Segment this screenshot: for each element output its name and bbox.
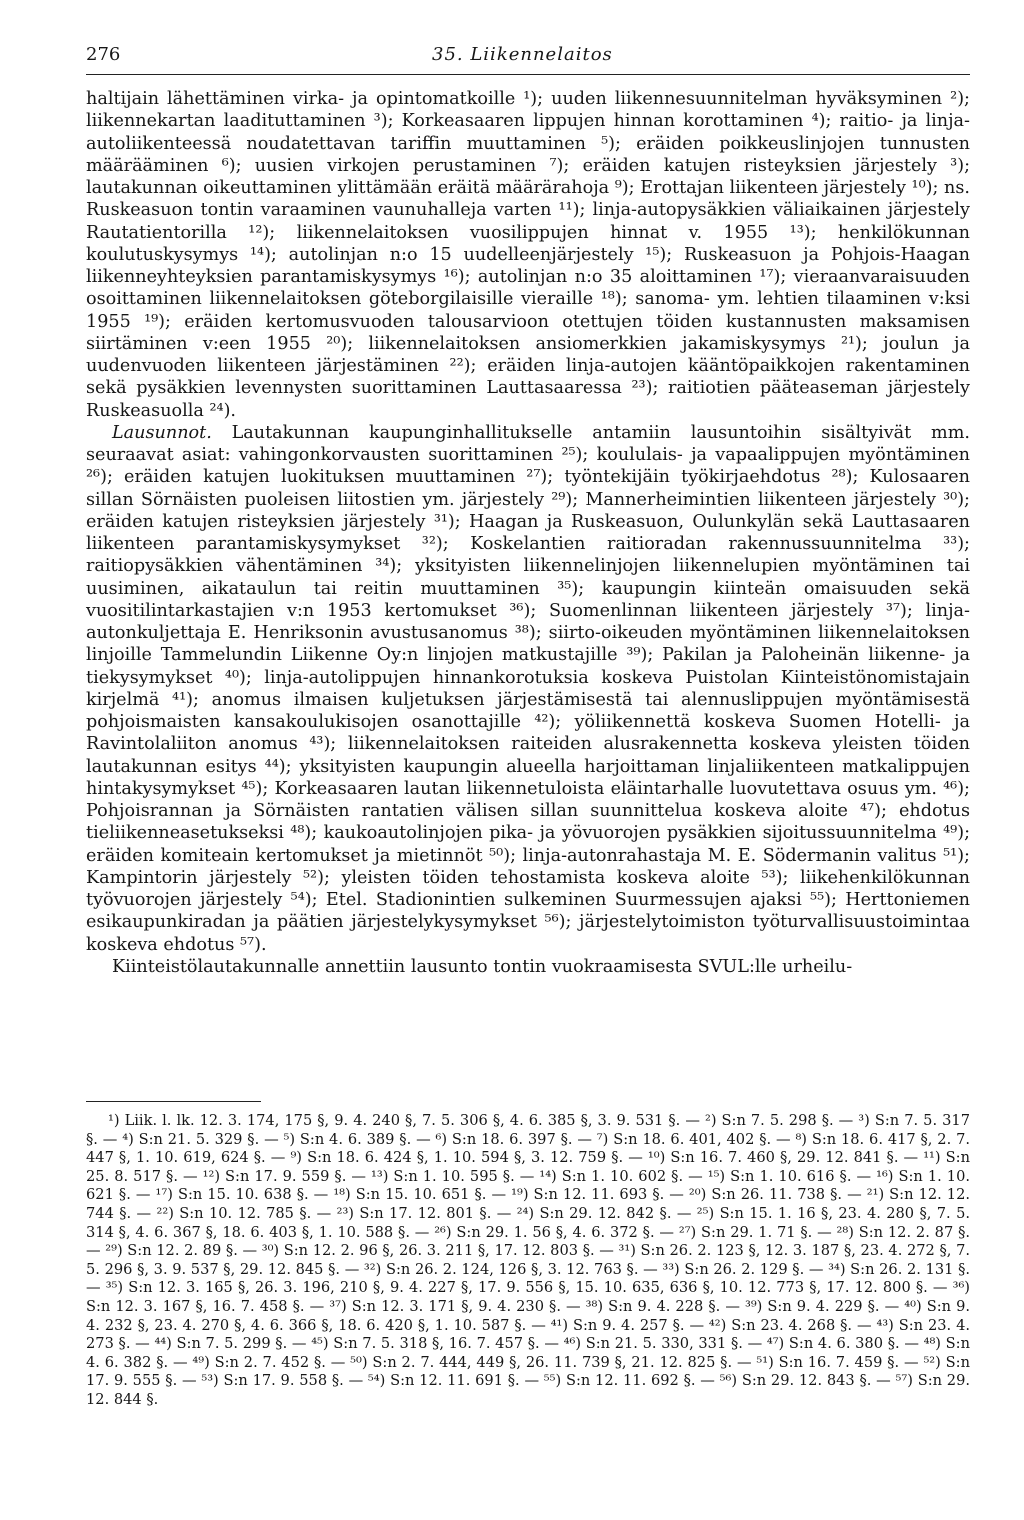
paragraph-kiinteistolautakunta: Kiinteistölautakunnalle annettiin lausunto tontin vuokraamisesta SVUL:lle urheilu- <box>112 956 853 977</box>
body-text <box>86 88 970 978</box>
footnote-rule <box>86 1101 261 1102</box>
footnotes <box>86 1112 970 1410</box>
paragraph-lausunnot <box>86 422 970 956</box>
running-title: 35. Liikennelaitos <box>432 44 613 65</box>
page-number: 276 <box>86 44 121 65</box>
page-header <box>86 44 970 74</box>
section-lead-lausunnot: Lausunnot. <box>112 422 212 443</box>
paragraph-lausunnot-text: Lautakunnan kaupunginhallitukselle antamiin lausuntoihin sisältyivät mm. seuraavat asiat: vahingonkorvausten suorittaminen ²⁵); koululais- ja vapaalippujen myöntäminen ²⁶); eräiden katujen luokituksen muuttaminen ²⁷); työntekijäin työkirjaehdotus ²⁸); Kulosaaren sillan Sörnäisten puoleisen liitostien ym. järjestely ²⁹); Mannerheimintien liikenteen järjestely ³⁰); eräiden katujen risteyksien järjestely ³¹); Haagan ja Ruskeasuon, Oulunkylän sekä Lauttasaaren liikenteen parantamiskysymykset ³²); Koskelantien raitioradan rakennussuunnitelma ³³); raitiopysäkkien vähentäminen ³⁴); yksityisten liikennelinjojen liikennelupien myöntäminen tai uusiminen, aikataulun tai reitin muuttaminen ³⁵); kaupungin kiinteän omaisuuden sekä vuositilintarkastajien v:n 1953 kertomukset ³⁶); Suomenlinnan liikenteen järjestely ³⁷); linja-autonkuljettaja E. Henriksonin avustusanomus ³⁸); siirto-oikeuden myöntäminen liikennelaitoksen linjoille Tammelundin Liikenne Oy:n linjojen matkustajille ³⁹); Pakilan ja Paloheinän liikenne- ja tiekysymykset ⁴⁰); linja-autolippujen hinnankorotuksia koskeva Puistolan Kiinteistönomistajain kirjelmä ⁴¹); anomus ilmaisen kuljetuksen järjestämisestä tai alennuslippujen myöntämisestä pohjoismaisten kansakoulukisojen osanottajille ⁴²); yöliikennettä koskeva Suomen Hotelli- ja Ravintolaliiton anomus ⁴³); liikennelaitoksen raiteiden alusrakennetta koskeva yleisten töiden lautakunnan esitys ⁴⁴); yksityisten kaupungin alueella harjoittaman linjaliikenteen matkalippujen hintakysymykset ⁴⁵); Korkeasaaren lautan liikennetuloista eläintarhalle luovutettava osuus ym. ⁴⁶); Pohjoisrannan ja Sörnäisten rantatien välisen sillan suunnittelua koskeva aloite ⁴⁷); ehdotus tieliikenneasetukseksi ⁴⁸); kaukoautolinjojen pika- ja yövuorojen pysäkkien sijoitussuunnitelma ⁴⁹); eräiden komiteain kertomukset ja mietinnöt ⁵⁰); linja-autonrahastaja M. E. Södermanin valitus ⁵¹); Kampintorin järjestely ⁵²); yleisten töiden tehostamista koskeva aloite ⁵³); liikehenkilökunnan työvuorojen järjestely ⁵⁴); Etel. Stadionintien sulkeminen Suurmessujen ajaksi ⁵⁵); Herttoniemen esikaupunkiradan ja päätien järjestelykysymykset ⁵⁶); järjestelytoimiston työturvallisuustoimintaa koskeva ehdotus ⁵⁷). <box>86 422 970 955</box>
header-rule <box>86 74 970 75</box>
paragraph-continuation: haltijain lähettäminen virka- ja opintomatkoille ¹); uuden liikennesuunnitelman hyväksyminen ²); liikennekartan laadituttaminen ³); Korkeasaaren lippujen hinnan korottaminen ⁴); raitio- ja linja-autoliikenteessä noudatettavan tariffin muuttaminen ⁵); eräiden poikkeuslinjojen tunnusten määrääminen ⁶); uusien virkojen perustaminen ⁷); eräiden katujen risteyksien järjestely ³); lautakunnan oikeuttaminen ylittämään eräitä määrärahoja ⁹); Erottajan liikenteen järjestely ¹⁰); ns. Ruskeasuon tontin varaaminen vaunuhalleja varten ¹¹); linja-autopysäkkien väliaikainen järjestely Rautatientorilla ¹²); liikennelaitoksen vuosilippujen hinnat v. 1955 ¹³); henkilökunnan koulutuskysymys ¹⁴); autolinjan n:o 15 uudelleenjärjestely ¹⁵); Ruskeasuon ja Pohjois-Haagan liikenneyhteyksien parantamiskysymys ¹⁶); autolinjan n:o 35 aloittaminen ¹⁷); vieraanvaraisuuden osoittaminen liikennelaitoksen göteborgilaisille vieraille ¹⁸); sanoma- ym. lehtien tilaaminen v:ksi 1955 ¹⁹); eräiden kertomusvuoden talousarvioon otettujen töiden kustannusten maksamisen siirtäminen v:een 1955 ²⁰); liikennelaitoksen ansiomerkkien jakamiskysymys ²¹); joulun ja uudenvuoden liikenteen järjestäminen ²²); eräiden linja-autojen kääntöpaikkojen rakentaminen sekä pysäkkien levennysten suorittaminen Lauttasaaressa ²³); raitiotien pääteaseman järjestely Ruskeasuolla ²⁴). <box>86 89 970 421</box>
footnote-text: ¹) Liik. l. lk. 12. 3. 174, 175 §, 9. 4. 240 §, 7. 5. 306 §, 4. 6. 385 §, 3. 9. 531 §. — ²) S:n 7. 5. 298 §. — ³) S:n 7. 5. 317 §. — ⁴) S:n 21. 5. 329 §. — ⁵) S:n 4. 6. 389 §. — ⁶) S:n 18. 6. 397 §. — ⁷) S:n 18. 6. 401, 402 §. — ⁸) S:n 18. 6. 417 §, 2. 7. 447 §, 1. 10. 619, 624 §. — ⁹) S:n 18. 6. 424 §, 1. 10. 594 §, 3. 12. 759 §. — ¹⁰) S:n 16. 7. 460 §, 29. 12. 841 §. — ¹¹) S:n 25. 8. 517 §. — ¹²) S:n 17. 9. 559 §. — ¹³) S:n 1. 10. 595 §. — ¹⁴) S:n 1. 10. 602 §. — ¹⁵) S:n 1. 10. 616 §. — ¹⁶) S:n 1. 10. 621 §. — ¹⁷) S:n 15. 10. 638 §. — ¹⁸) S:n 15. 10. 651 §. — ¹⁹) S:n 12. 11. 693 §. — ²⁰) S:n 26. 11. 738 §. — ²¹) S:n 12. 12. 744 §. — ²²) S:n 10. 12. 785 §. — ²³) S:n 17. 12. 801 §. — ²⁴) S:n 29. 12. 842 §. — ²⁵) S:n 15. 1. 16 §, 23. 4. 280 §, 7. 5. 314 §, 4. 6. 367 §, 18. 6. 403 §, 1. 10. 588 §. — ²⁶) S:n 29. 1. 56 §, 4. 6. 372 §. — ²⁷) S:n 29. 1. 71 §. — ²⁸) S:n 12. 2. 87 §. — ²⁹) S:n 12. 2. 89 §. — ³⁰) S:n 12. 2. 96 §, 26. 3. 211 §, 17. 12. 803 §. — ³¹) S:n 26. 2. 123 §, 12. 3. 187 §, 23. 4. 272 §, 7. 5. 296 §, 3. 9. 537 §, 29. 12. 845 §. — ³²) S:n 26. 2. 124, 126 §, 3. 12. 763 §. — ³³) S:n 26. 2. 129 §. — ³⁴) S:n 26. 2. 131 §. — ³⁵) S:n 12. 3. 165 §, 26. 3. 196, 210 §, 9. 4. 227 §, 17. 9. 556 §, 15. 10. 635, 636 §, 10. 12. 773 §, 17. 12. 800 §. — ³⁶) S:n 12. 3. 167 §, 16. 7. 458 §. — ³⁷) S:n 12. 3. 171 §, 9. 4. 230 §. — ³⁸) S:n 9. 4. 228 §. — ³⁹) S:n 9. 4. 229 §. — ⁴⁰) S:n 9. 4. 232 §, 23. 4. 270 §, 4. 6. 366 §, 18. 6. 420 §, 1. 10. 587 §. — ⁴¹) S:n 9. 4. 257 §. — ⁴²) S:n 23. 4. 268 §. — ⁴³) S:n 23. 4. 273 §. — ⁴⁴) S:n 7. 5. 299 §. — ⁴⁵) S:n 7. 5. 318 §, 16. 7. 457 §. — ⁴⁶) S:n 21. 5. 330, 331 §. — ⁴⁷) S:n 4. 6. 380 §. — ⁴⁸) S:n 4. 6. 382 §. — ⁴⁹) S:n 2. 7. 452 §. — ⁵⁰) S:n 2. 7. 444, 449 §, 26. 11. 739 §, 21. 12. 825 §. — ⁵¹) S:n 16. 7. 459 §. — ⁵²) S:n 17. 9. 555 §. — ⁵³) S:n 17. 9. 558 §. — ⁵⁴) S:n 12. 11. 691 §. — ⁵⁵) S:n 12. 11. 692 §. — ⁵⁶) S:n 29. 12. 843 §. — ⁵⁷) S:n 29. 12. 844 §. <box>86 1112 970 1408</box>
